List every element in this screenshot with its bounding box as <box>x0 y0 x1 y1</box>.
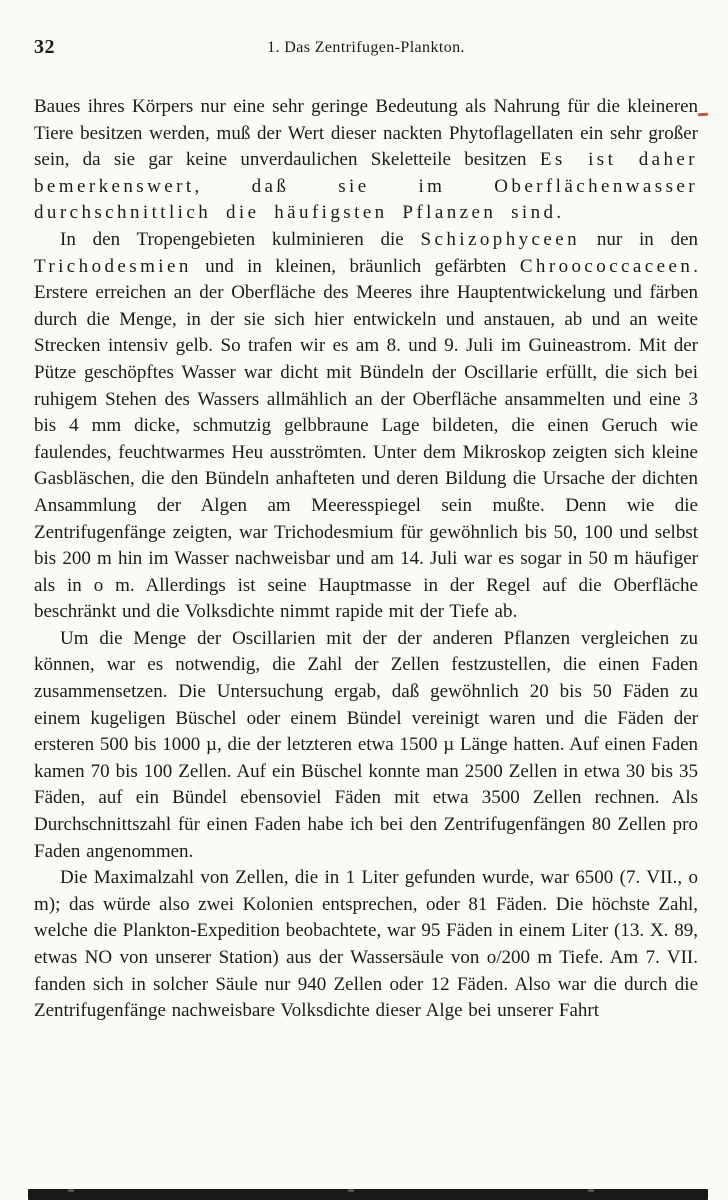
text-segment: Baues ihres Körpers nur eine sehr geringe Bedeutung als Nahrung für die kleineren Tiere besitzen werden, muß der Wert dieser nackten Phytoflagellaten ein sehr großer sein, da sie gar keine unverdaulichen Skeletteile besitzen <box>34 96 698 171</box>
scan-edge-artifact <box>28 1189 708 1200</box>
text-segment: In den Tropengebieten kulminieren die <box>60 228 421 250</box>
text-segment: nur in den <box>580 228 698 250</box>
scan-edge-notch <box>588 1189 594 1192</box>
emphasized-spaced-text: Trichodesmien <box>34 255 192 277</box>
page-body <box>34 94 698 1025</box>
emphasized-spaced-text: Schizophyceen <box>420 228 581 250</box>
page-header <box>34 36 698 62</box>
text-segment: . Erstere erreichen an der Oberfläche des Meeres ihre Hauptentwickelung und färben durch die Menge, in der sie sich hier entwickeln und anstauen, ab und an weite Strecken intensiv gelb. So trafen wir es am 8. und 9. Juli im Guineastrom. Mit der Pütze geschöpftes Wasser war dicht mit Bündeln der Oscillarie erfüllt, die sich bei ruhigem Stehen des Wassers allmählich an der Oberfläche ansammelten und eine 3 bis 4 mm dicke, schmutzig gelbbraune Lage bildeten, die einen Geruch wie faulendes, feuchtwarmes Heu ausströmten. Unter dem Mikroskop zeigten sich kleine Gasbläschen, die den Bündeln anhafteten und deren Bildung die Ursache der dichten Ansammlung der Algen am Meeresspiegel sein mußte. Denn wie die Zentrifugenfänge zeigten, war Trichodesmium für gewöhnlich bis 50, 100 und selbst bis 200 m hin im Wasser nachweisbar und am 14. Juli war es sogar in 50 m häufiger als in o m. Allerdings ist seine Hauptmasse in der Regel auf die Oberfläche beschränkt und die Volksdichte nimmt rapide mit der Tiefe ab. <box>34 255 698 623</box>
running-title: 1. Das Zentrifugen-Plankton. <box>267 39 465 56</box>
scan-edge-notch <box>68 1189 74 1192</box>
emphasized-spaced-text: Chroococcaceen <box>519 255 694 277</box>
text-segment: und in kleinen, bräunlich gefärbten <box>191 255 520 277</box>
paragraph <box>34 227 698 626</box>
scan-edge-notch <box>348 1189 354 1192</box>
paragraph <box>34 626 698 865</box>
paragraph <box>34 865 698 1025</box>
text-segment: Um die Menge der Oscillarien mit der der anderen Pflanzen vergleichen zu können, war es notwendig, die Zahl der Zellen festzustellen, die einen Faden zusammensetzen. Die Untersuchung ergab, daß gewöhnlich 20 bis 50 Fäden zu einem kugeligen Büschel oder einem Bündel vereinigt waren und die Fäden der ersteren 500 bis 1000 µ, die der letzteren etwa 1500 µ Länge hatten. Auf einen Faden kamen 70 bis 100 Zellen. Auf ein Büschel konnte man 2500 Zellen in etwa 30 bis 35 Fäden, auf ein Bündel ebensoviel Fäden mit etwa 3500 Zellen rechnen. Als Durchschnittszahl für einen Faden habe ich bei den Zentrifugenfängen 80 Zellen pro Faden angenommen. <box>34 627 698 862</box>
page-number: 32 <box>34 36 55 58</box>
text-segment: Die Maximalzahl von Zellen, die in 1 Liter gefunden wurde, war 6500 (7. VII., o m); das würde also zwei Kolonien entsprechen, oder 81 Fäden. Die höchste Zahl, welche die Plankton-Expedition beobachtete, war 95 Fäden in einem Liter (13. X. 89, etwas NO von unserer Station) aus der Wassersäule von o/200 m Tiefe. Am 7. VII. fanden sich in solcher Säule nur 940 Zellen oder 12 Fäden. Also war die durch die Zentrifugenfänge nachweisbare Volksdichte dieser Alge bei unserer Fahrt <box>34 867 698 1022</box>
paragraph <box>34 94 698 227</box>
emphasized-spaced-text: Es ist daher bemerkenswert, daß sie im Oberflächenwasser durchschnittlich die häufigsten Pflanzen sind. <box>34 149 698 224</box>
